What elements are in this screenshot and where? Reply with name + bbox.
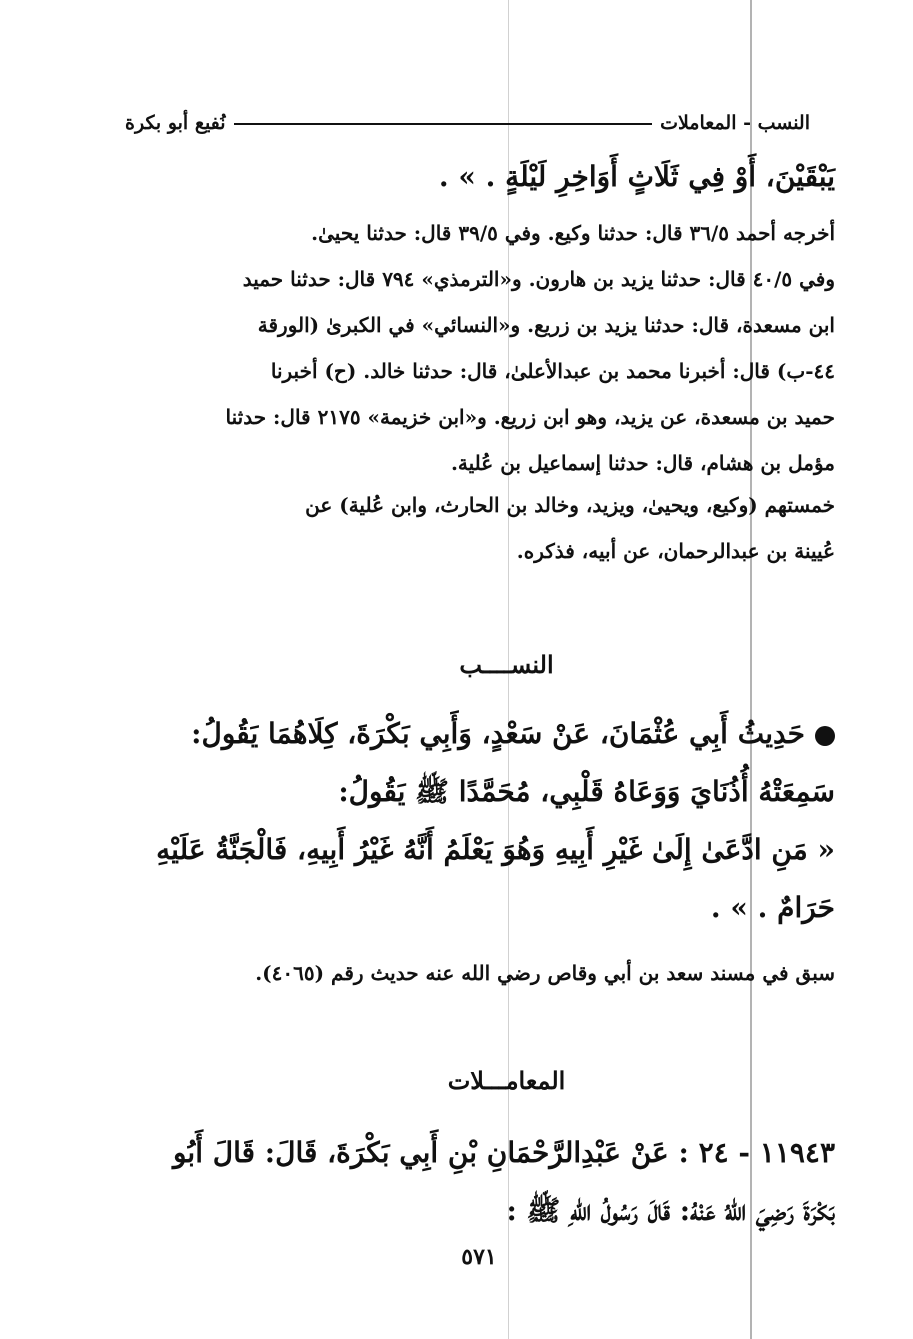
page-number: ٥٧١ [461,1244,497,1270]
takhrij-line: ٤٤-ب) قال: أخبرنا محمد بن عبدالأعلىٰ، قال: حدثنا خالد. (ح) أخبرنا [270,359,835,383]
takhrij-line: وفي ٤٠/٥ قال: حدثنا يزيد بن هارون. و«الترمذي» ٧٩٤ قال: حدثنا حميد [242,267,835,291]
hadith-line: « مَنِ ادَّعَىٰ إِلَىٰ غَيْرِ أَبِيهِ وَهُوَ يَعْلَمُ أَنَّهُ غَيْرُ أَبِيهِ، فَالْجَنَّةُ عَلَيْهِ [156,833,835,866]
takhrij-line: عُيينة بن عبدالرحمان، عن أبيه، فذكره. [516,539,835,563]
header-rule [234,123,652,125]
hadith-tail-line: يَبْقَيْنَ، أَوْ فِي ثَلَاثٍ أَوَاخِرِ لَيْلَةٍ . » . [438,160,835,193]
running-header [125,100,810,134]
takhrij-line: خمستهم (وكيع، ويحيىٰ، ويزيد، وخالد بن الحارث، وابن عُلية) عن [305,493,835,517]
hadith-line-text: حَدِيثُ أَبِي عُثْمَانَ، عَنْ سَعْدٍ، وَأَبِي بَكْرَةَ، كِلَاهُمَا يَقُولُ: [191,717,805,750]
hadith-line [130,705,835,763]
takhrij-line: ابن مسعدة، قال: حدثنا يزيد بن زريع. و«النسائي» في الكبرىٰ (الورقة [257,313,835,337]
hadith-line: سَمِعَتْهُ أُذُنَايَ وَوَعَاهُ قَلْبِي، مُحَمَّدًا ﷺ يَقُولُ: [338,775,835,808]
takhrij-line: أخرجه أحمد ٣٦/٥ قال: حدثنا وكيع. وفي ٣٩/٥ قال: حدثنا يحيىٰ. [311,221,835,245]
hadith-line: ١١٩٤٣ - ٢٤ : عَنْ عَبْدِالرَّحْمَانِ بْنِ أَبِي بَكْرَةَ، قَالَ: قَالَ أَبُو [172,1136,835,1169]
section-title-muamalat: المعامـــلات [447,1066,566,1095]
takhrij-line: مؤمل بن هشام، قال: حدثنا إسماعيل بن عُلية. [450,451,835,475]
nasab-note-line: سبق في مسند سعد بن أبي وقاص رضي الله عنه حديث رقم (٤٠٦٥). [255,961,835,985]
hadith-muamalat [130,1124,835,1240]
takhrij-line: حميد بن مسعدة، عن يزيد، وهو ابن زريع. و«ابن خزيمة» ٢١٧٥ قال: حدثنا [225,405,835,429]
hadith-line: حَرَامٌ . » . [710,891,835,924]
section-title-nasab: النســــب [459,650,554,679]
hadith-line: بَكْرَةَ رَضِيَ اللهُ عَنْهُ: قَالَ رَسُولُ اللهِ ﷺ : [506,1194,835,1227]
header-chapter-title: النسب - المعاملات [660,112,810,134]
nasab-note [130,950,835,996]
bullet-icon [815,726,835,746]
hadith-tail [75,148,835,206]
header-narrator-name: نُفيع أبو بكرة [125,112,226,134]
takhrij-paragraph-2 [130,482,835,574]
takhrij-paragraph-1 [130,210,835,486]
hadith-nasab [130,705,835,937]
